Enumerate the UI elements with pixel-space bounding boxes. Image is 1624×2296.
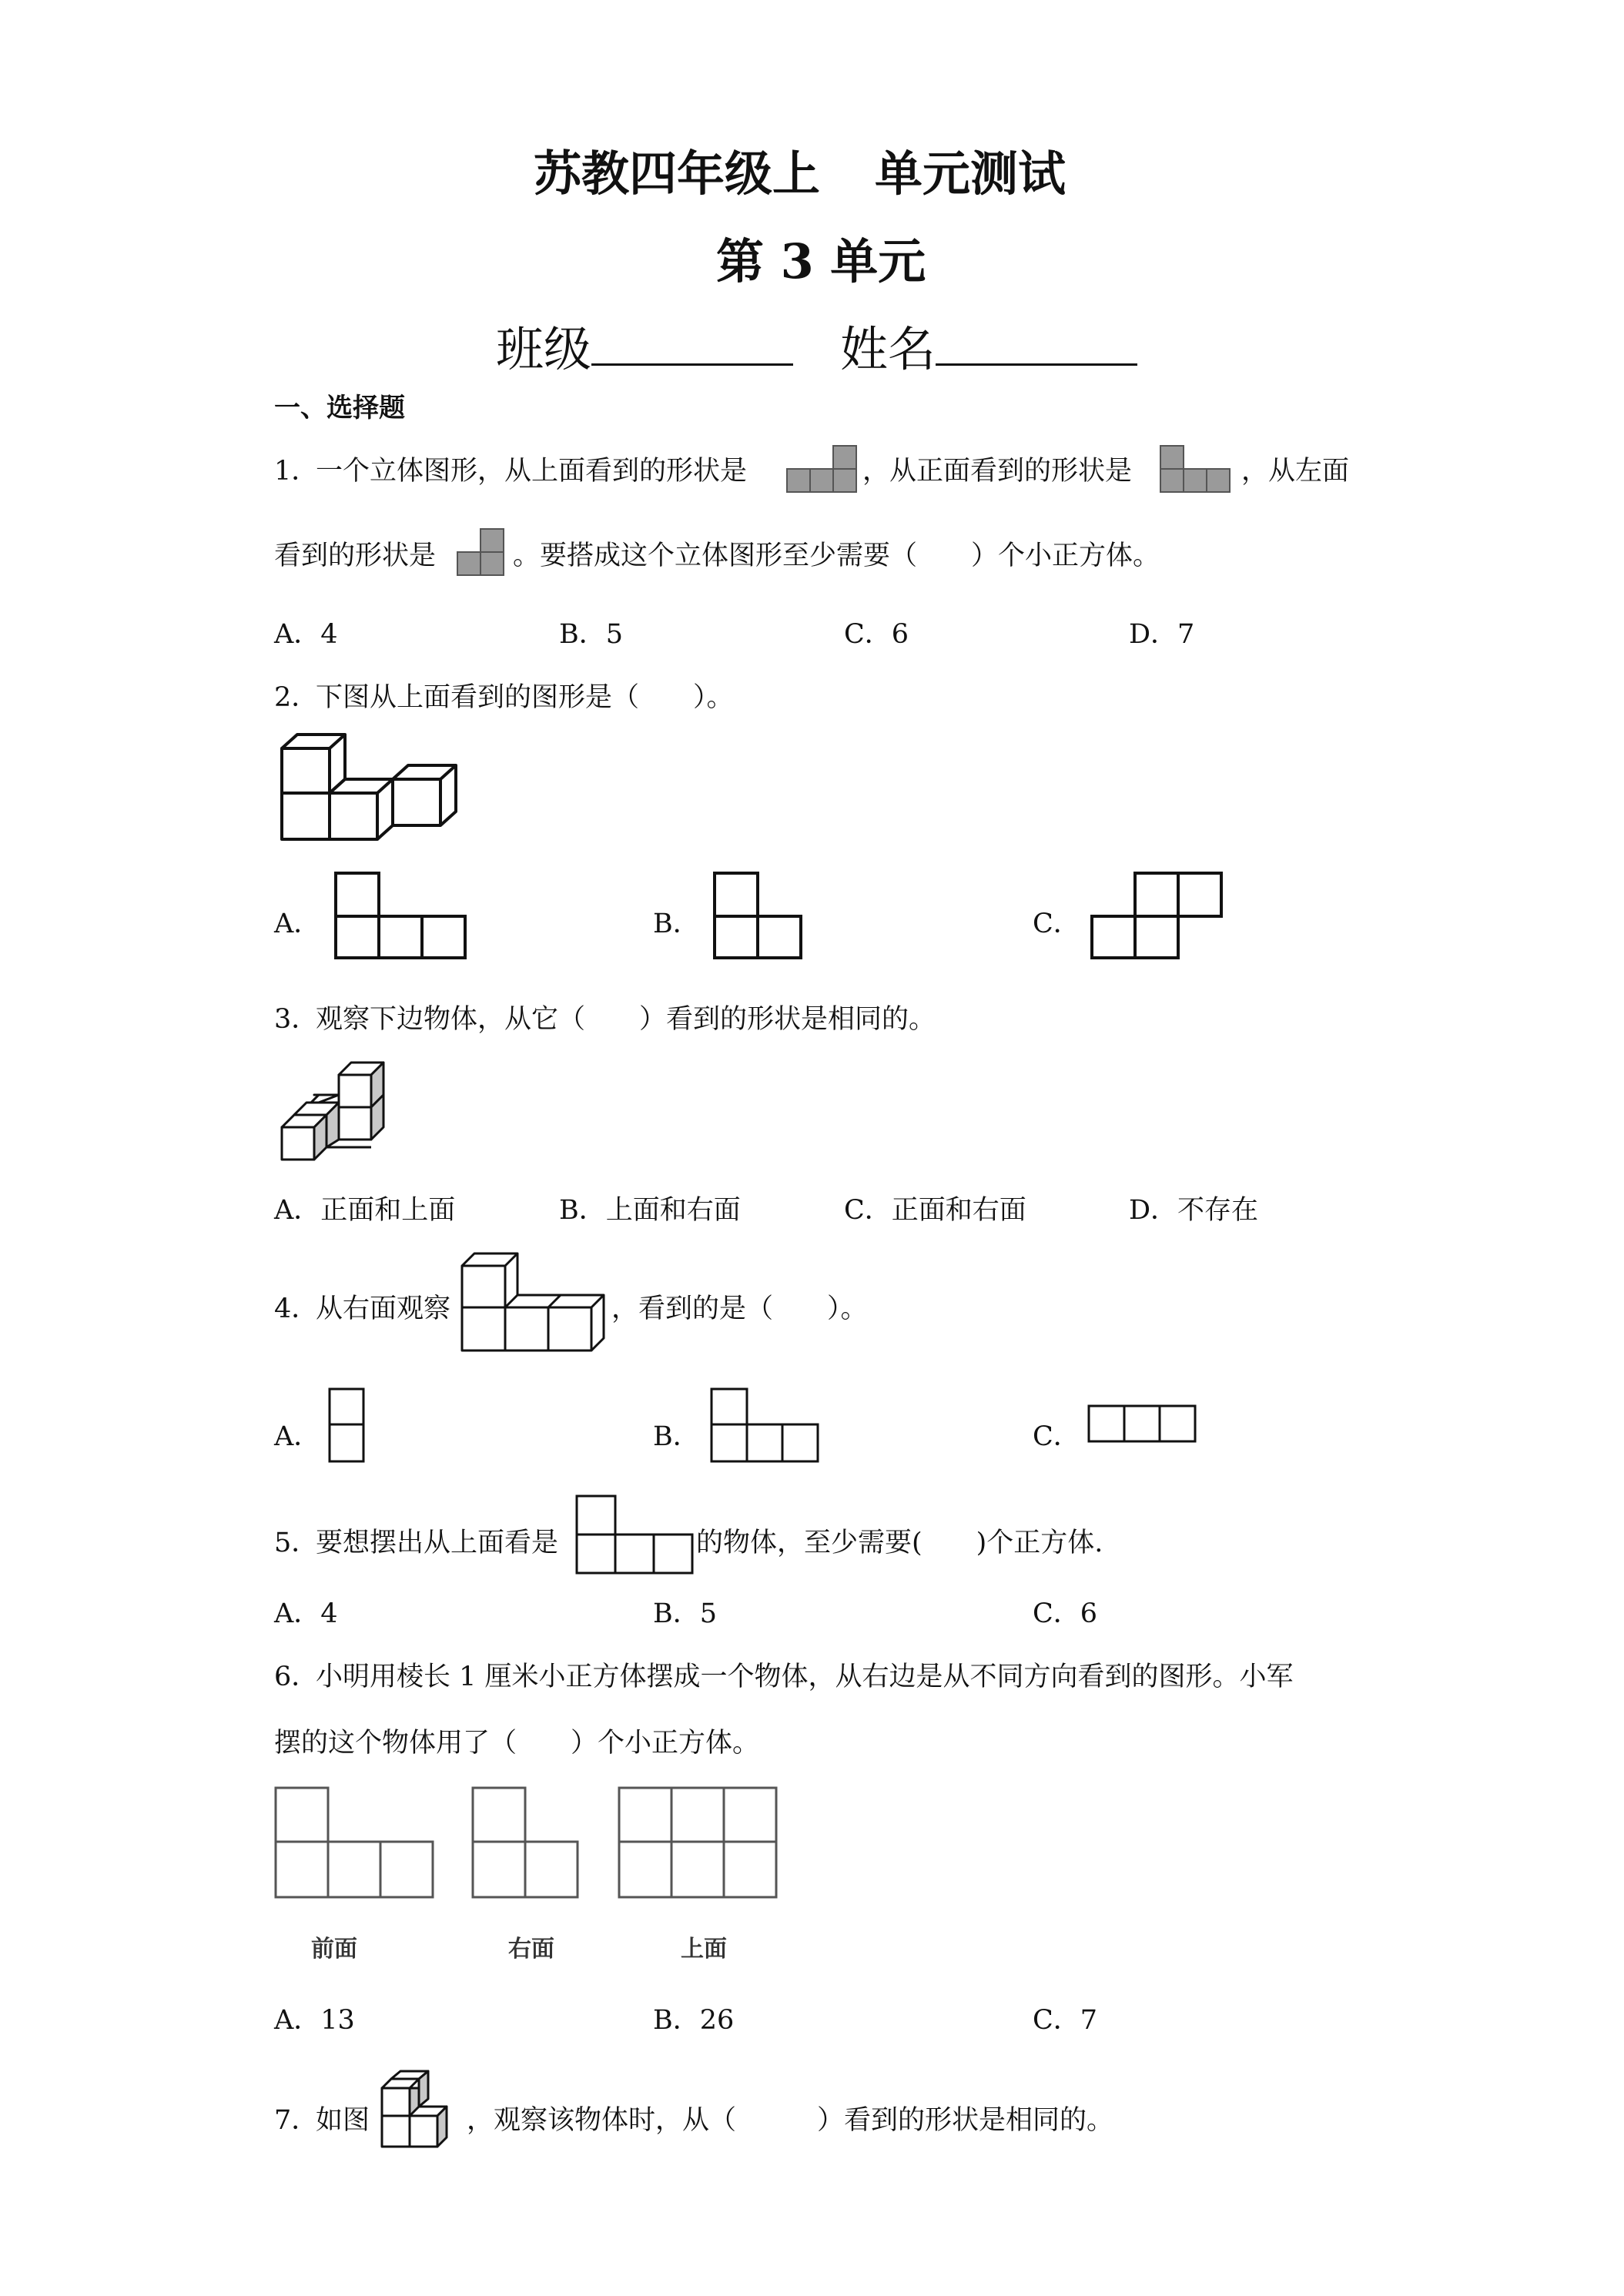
class-blank[interactable] (591, 363, 793, 366)
q1-front-view-figure (1159, 443, 1233, 495)
q4-option-c[interactable]: C． (1033, 1421, 1080, 1452)
q7-num: 7． (274, 2105, 319, 2136)
q1-text-e: 。要搭成这个立体图形至少需要（ ）个小正方体。 (513, 541, 1160, 571)
q4-cube-figure (459, 1247, 610, 1355)
q1-text-c: ，从左面 (1241, 456, 1350, 487)
q2-option-c-figure[interactable] (1089, 870, 1227, 961)
q5-text-b: 的物体，至少需要( )个正方体. (696, 1528, 1103, 1558)
title-right: 单元测试 (875, 146, 1066, 202)
q5-num: 5． (274, 1528, 319, 1558)
q6-right-view-figure (470, 1785, 582, 1903)
q4-option-a[interactable]: A． (274, 1421, 321, 1452)
name-label: 姓名 (840, 321, 936, 377)
q4-num: 4． (274, 1294, 319, 1324)
q2-option-c[interactable]: C． (1033, 909, 1080, 939)
q1-text-d: 看到的形状是 (274, 541, 437, 571)
q6-caption-right: 右面 (508, 1936, 554, 1963)
q2-option-a-figure[interactable] (333, 870, 471, 961)
q3-option-a[interactable]: A．正面和上面 (274, 1195, 456, 1226)
q6-option-c[interactable]: C．7 (1033, 2005, 1098, 2036)
q4-option-b[interactable]: B． (653, 1421, 700, 1452)
q3-text: 观察下边物体，从它（ ）看到的形状是相同的。 (316, 1004, 936, 1035)
q6-option-b[interactable]: B．26 (653, 2005, 735, 2036)
q4-text-a: 从右面观察 (316, 1294, 451, 1324)
q4-option-a-figure[interactable] (326, 1386, 367, 1466)
q4-text-b: ，看到的是（ ）。 (611, 1294, 868, 1324)
q3-option-b[interactable]: B．上面和右面 (559, 1195, 741, 1226)
q2-text: 下图从上面看到的图形是（ ）。 (316, 682, 734, 713)
q1-num: 1． (274, 456, 319, 487)
q2-cube-figure (277, 727, 470, 842)
name-blank[interactable] (936, 363, 1137, 366)
q6-num: 6． (274, 1662, 319, 1692)
q7-text-b: ，观察该物体时，从（ ）看到的形状是相同的。 (467, 2105, 1114, 2136)
section-title: 一、选择题 (274, 393, 405, 423)
q3-option-c[interactable]: C．正面和右面 (844, 1195, 1026, 1226)
name-field[interactable] (840, 311, 1137, 380)
q1-text-b: ，从正面看到的形状是 (862, 456, 1133, 487)
q6-top-view-figure (616, 1785, 781, 1903)
q2-option-b-figure[interactable] (712, 870, 807, 961)
q5-option-a[interactable]: A．4 (274, 1598, 338, 1629)
title-left: 苏教四年级上 (534, 146, 821, 202)
q3-num: 3． (274, 1004, 319, 1035)
q3-option-d[interactable]: D．不存在 (1129, 1195, 1259, 1226)
q3-cube-figure (279, 1052, 402, 1167)
q1-option-a[interactable]: A．4 (274, 619, 338, 650)
q4-option-c-figure[interactable] (1086, 1403, 1198, 1446)
q1-top-view-figure (785, 443, 859, 495)
class-label: 班级 (496, 321, 592, 377)
q6-caption-top: 上面 (681, 1936, 727, 1963)
q4-option-b-figure[interactable] (708, 1386, 821, 1466)
q5-top-view-figure (574, 1494, 698, 1575)
q1-text-a: 一个立体图形，从上面看到的形状是 (316, 456, 748, 487)
q6-front-view-figure (273, 1785, 437, 1903)
q2-option-b[interactable]: B． (653, 909, 700, 939)
class-field[interactable] (496, 311, 793, 380)
q7-text-a: 如图 (316, 2105, 370, 2136)
q2-num: 2． (274, 682, 319, 713)
q6-text-b: 摆的这个物体用了（ ）个小正方体。 (274, 1728, 760, 1759)
q1-option-c[interactable]: C．6 (844, 619, 909, 650)
q6-caption-front: 前面 (311, 1936, 357, 1963)
q2-option-a[interactable]: A． (274, 909, 321, 939)
q5-text-a: 要想摆出从上面看是 (316, 1528, 559, 1558)
q1-option-b[interactable]: B．5 (559, 619, 623, 650)
q6-option-a[interactable]: A．13 (274, 2005, 355, 2036)
q7-cube-figure (379, 2070, 468, 2154)
q1-option-d[interactable]: D．7 (1129, 619, 1195, 650)
unit-title: 第 3 单元 (716, 233, 926, 290)
q1-left-view-figure (456, 526, 510, 578)
q5-option-b[interactable]: B．5 (653, 1598, 717, 1629)
q5-option-c[interactable]: C．6 (1033, 1598, 1098, 1629)
q6-text-a: 小明用棱长 1 厘米小正方体摆成一个物体，从右边是从不同方向看到的图形。小军 (316, 1662, 1294, 1692)
